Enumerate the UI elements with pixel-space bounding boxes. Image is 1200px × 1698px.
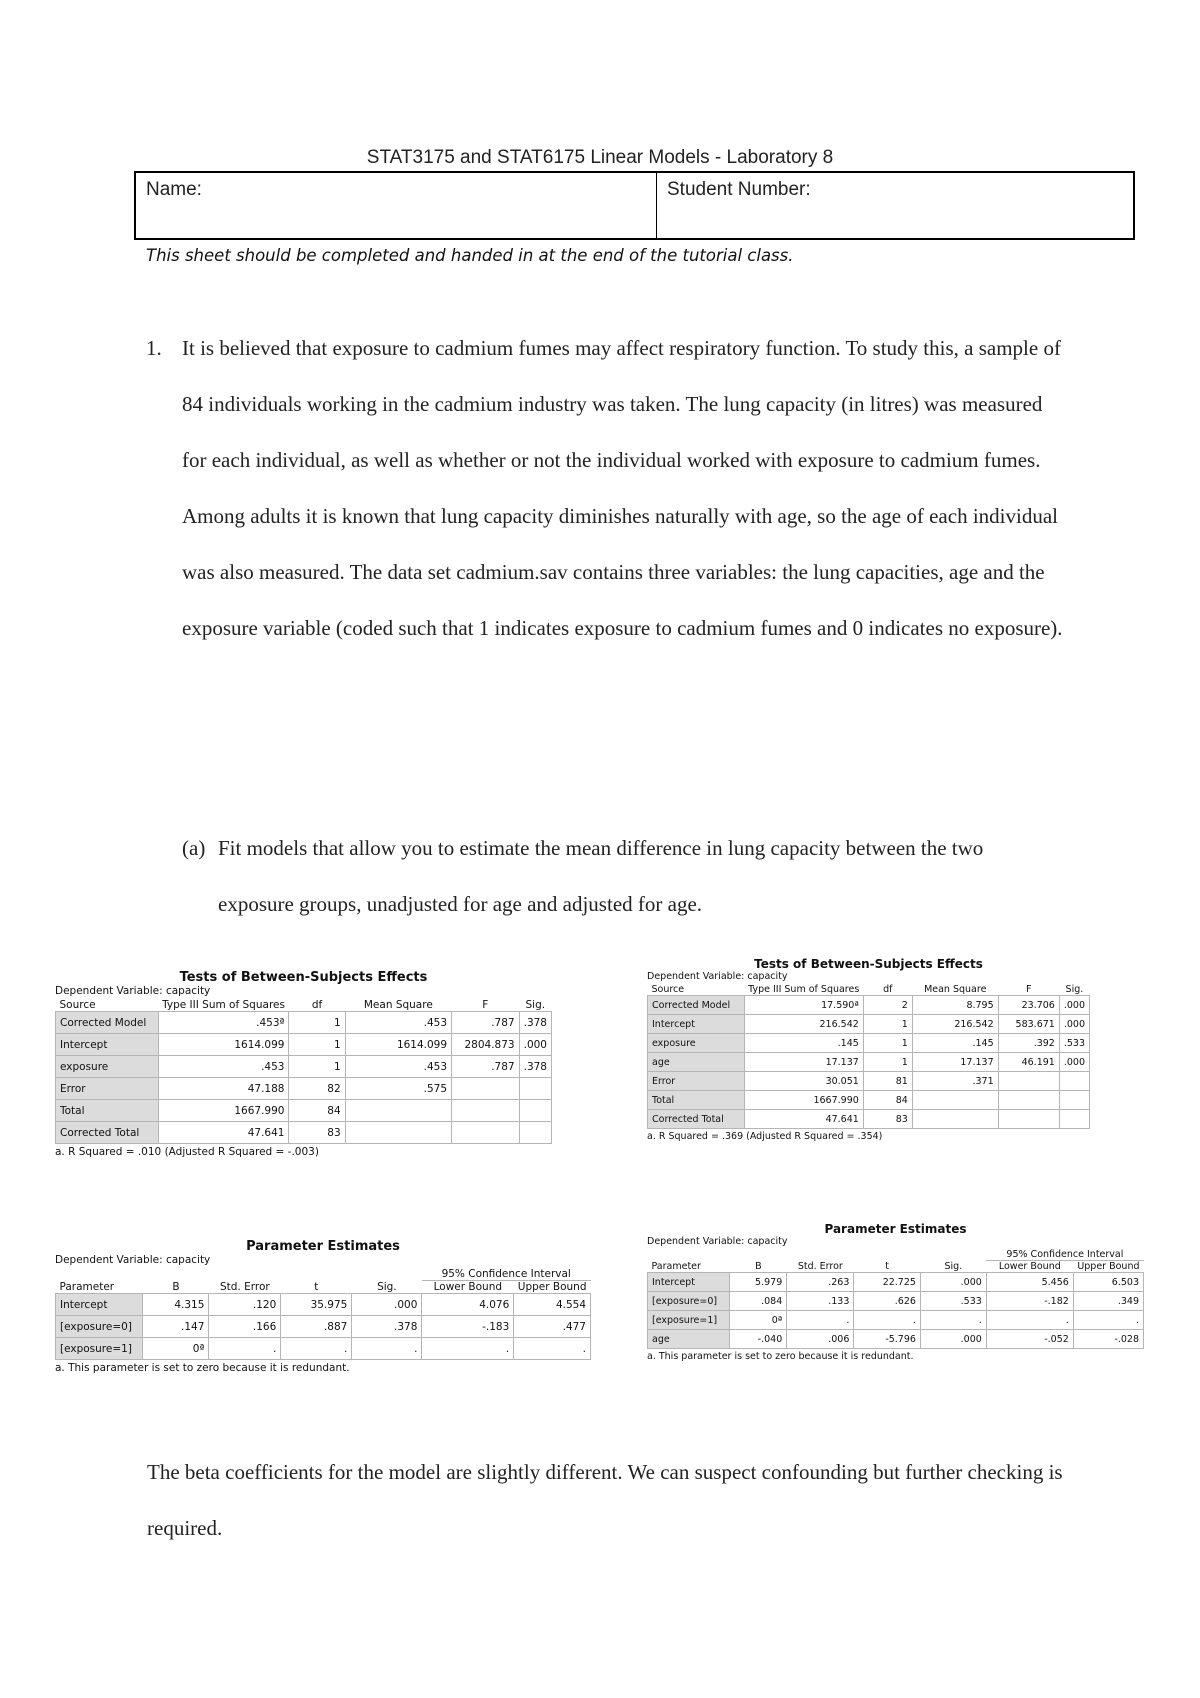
table-cell: .378 (352, 1316, 422, 1338)
table-cell: 8.795 (912, 996, 998, 1015)
table-cell: .453ª (158, 1012, 289, 1034)
column-header: Type III Sum of Squares (744, 984, 863, 996)
table-cell: .378 (519, 1012, 551, 1034)
column-header: Mean Square (912, 984, 998, 996)
table-row (648, 1091, 1090, 1110)
table-cell (519, 1100, 551, 1122)
table-cell: 0ª (143, 1338, 209, 1360)
table-row (648, 1330, 1144, 1349)
column-header: df (289, 999, 345, 1012)
column-header: B (143, 1281, 209, 1294)
part-a-text: Fit models that allow you to estimate the mean difference in lung capacity between the two exposure groups, unadjusted for age and adjusted for age. (218, 836, 984, 916)
table-cell: .575 (345, 1078, 451, 1100)
table-cell: 5.456 (986, 1273, 1073, 1292)
table-cell: . (854, 1311, 921, 1330)
conclusion-text: The beta coefficients for the model are slightly different. We can suspect confounding but further checking is required. (147, 1460, 1063, 1540)
table-cell (345, 1100, 451, 1122)
table-cell: 1614.099 (345, 1034, 451, 1056)
table-cell: .787 (452, 1056, 520, 1078)
table-cell: .000 (1059, 1015, 1089, 1034)
table-row (648, 1292, 1144, 1311)
row-label: Intercept (56, 1294, 143, 1316)
table-cell: 17.590ª (744, 996, 863, 1015)
table-cell (912, 1110, 998, 1129)
table-cell: 216.542 (912, 1015, 998, 1034)
table-cell: . (209, 1338, 281, 1360)
table-cell: . (787, 1311, 854, 1330)
table-cell: .000 (519, 1034, 551, 1056)
table-cell: .371 (912, 1072, 998, 1091)
table-cell (998, 1110, 1059, 1129)
table-cell: 6.503 (1073, 1273, 1143, 1292)
row-label: Corrected Model (56, 1012, 159, 1034)
table-cell: 216.542 (744, 1015, 863, 1034)
table-cell: 1 (863, 1034, 912, 1053)
table-cell: -.052 (986, 1330, 1073, 1349)
table-cell (998, 1091, 1059, 1110)
row-label: Intercept (56, 1034, 159, 1056)
table-cell: .000 (1059, 1053, 1089, 1072)
table-row (56, 1078, 552, 1100)
table-cell: . (986, 1311, 1073, 1330)
row-label: exposure (56, 1056, 159, 1078)
table-cell (345, 1122, 451, 1144)
table-cell: .000 (920, 1273, 986, 1292)
name-field[interactable]: Name: (136, 173, 657, 238)
column-header: Upper Bound (1073, 1261, 1143, 1273)
table-cell: 2 (863, 996, 912, 1015)
document-title: STAT3175 and STAT6175 Linear Models - Laboratory 8 (366, 147, 834, 168)
dependent-variable-label: Dependent Variable: capacity (647, 971, 788, 982)
table-footnote: a. This parameter is set to zero because it is redundant. (647, 1351, 914, 1362)
table-cell: 1667.990 (158, 1100, 289, 1122)
table-row (56, 1338, 591, 1360)
column-header: F (998, 984, 1059, 996)
table-cell: 46.191 (998, 1053, 1059, 1072)
table-row (648, 1053, 1090, 1072)
column-header: F (452, 999, 520, 1012)
parameter-grid (647, 1249, 1144, 1349)
row-label: [exposure=0] (648, 1292, 730, 1311)
table-cell: . (1073, 1311, 1143, 1330)
table-cell: .378 (519, 1056, 551, 1078)
column-header: Sig. (1059, 984, 1089, 996)
table-cell: 583.671 (998, 1015, 1059, 1034)
table-cell: .533 (1059, 1034, 1089, 1053)
table-row (648, 1311, 1144, 1330)
parameter-grid (55, 1268, 591, 1360)
question-1-part-a (182, 820, 1062, 932)
table-cell: 47.641 (158, 1122, 289, 1144)
row-label: Intercept (648, 1273, 730, 1292)
table-cell (998, 1072, 1059, 1091)
row-label: [exposure=1] (648, 1311, 730, 1330)
table-cell: .133 (787, 1292, 854, 1311)
column-header: t (854, 1261, 921, 1273)
table-cell: 30.051 (744, 1072, 863, 1091)
table-row (56, 1056, 552, 1078)
table-cell: .166 (209, 1316, 281, 1338)
table-cell: .626 (854, 1292, 921, 1311)
table-cell (912, 1091, 998, 1110)
column-header: Upper Bound (514, 1281, 591, 1294)
table-cell: . (422, 1338, 514, 1360)
table-cell: . (514, 1338, 591, 1360)
table-cell: .145 (744, 1034, 863, 1053)
column-header: Std. Error (209, 1281, 281, 1294)
table-footnote: a. R Squared = .010 (Adjusted R Squared = -.003) (55, 1146, 319, 1158)
table-row (648, 1015, 1090, 1034)
table-cell: 5.979 (730, 1273, 787, 1292)
table-cell: .000 (1059, 996, 1089, 1015)
table-cell: 1 (863, 1053, 912, 1072)
table-cell: . (920, 1311, 986, 1330)
anova-grid (55, 999, 552, 1144)
column-header: Source (648, 984, 745, 996)
column-header: Parameter (56, 1281, 143, 1294)
table-cell: -.040 (730, 1330, 787, 1349)
unadjusted-parameter-table (55, 1239, 591, 1374)
column-header: Sig. (519, 999, 551, 1012)
table-cell: 83 (863, 1110, 912, 1129)
table-cell: 1 (289, 1012, 345, 1034)
table-row (56, 1316, 591, 1338)
table-cell: .000 (920, 1330, 986, 1349)
table-row (56, 1294, 591, 1316)
table-cell: .349 (1073, 1292, 1143, 1311)
table-cell: .000 (352, 1294, 422, 1316)
table-cell: .147 (143, 1316, 209, 1338)
column-header: Parameter (648, 1261, 730, 1273)
table-cell: .533 (920, 1292, 986, 1311)
row-label: Intercept (648, 1015, 745, 1034)
table-cell: .453 (345, 1012, 451, 1034)
table-row (648, 1273, 1144, 1292)
dependent-variable-label: Dependent Variable: capacity (647, 1236, 788, 1247)
table-cell: .887 (281, 1316, 352, 1338)
column-header: Type III Sum of Squares (158, 999, 289, 1012)
student-info-box (134, 171, 1135, 240)
table-cell (452, 1122, 520, 1144)
student-number-field[interactable]: Student Number: (667, 179, 811, 200)
table-row (56, 1100, 552, 1122)
table-cell (1059, 1072, 1089, 1091)
table-cell: .145 (912, 1034, 998, 1053)
table-cell: .392 (998, 1034, 1059, 1053)
ci-header: 95% Confidence Interval (422, 1268, 591, 1281)
table-cell: 84 (289, 1100, 345, 1122)
table-row (648, 996, 1090, 1015)
row-label: Corrected Total (56, 1122, 159, 1144)
table-cell: 4.315 (143, 1294, 209, 1316)
column-header: B (730, 1261, 787, 1273)
table-cell: 23.706 (998, 996, 1059, 1015)
table-cell: -.183 (422, 1316, 514, 1338)
row-label: Error (648, 1072, 745, 1091)
table-cell: 35.975 (281, 1294, 352, 1316)
table-cell: .120 (209, 1294, 281, 1316)
ci-header: 95% Confidence Interval (986, 1249, 1143, 1261)
row-label: [exposure=0] (56, 1316, 143, 1338)
table-cell: -5.796 (854, 1330, 921, 1349)
anova-grid (647, 984, 1090, 1129)
table-cell: 22.725 (854, 1273, 921, 1292)
table-cell: 1667.990 (744, 1091, 863, 1110)
row-label: age (648, 1053, 745, 1072)
table-row (56, 1122, 552, 1144)
table-cell: 1 (863, 1015, 912, 1034)
row-label: age (648, 1330, 730, 1349)
row-label: [exposure=1] (56, 1338, 143, 1360)
table-cell (1059, 1110, 1089, 1129)
table-row (648, 1034, 1090, 1053)
table-cell: 0ª (730, 1311, 787, 1330)
table-title: Tests of Between-Subjects Effects (179, 970, 428, 985)
dependent-variable-label: Dependent Variable: capacity (55, 985, 211, 997)
table-cell: 4.076 (422, 1294, 514, 1316)
instruction-text: This sheet should be completed and handed in at the end of the tutorial class. (146, 246, 794, 265)
table-cell (452, 1100, 520, 1122)
question-1 (146, 320, 1066, 656)
column-header: df (863, 984, 912, 996)
table-cell: 84 (863, 1091, 912, 1110)
table-cell (519, 1122, 551, 1144)
table-cell: 47.188 (158, 1078, 289, 1100)
table-cell: .453 (345, 1056, 451, 1078)
table-cell: . (352, 1338, 422, 1360)
table-cell: .477 (514, 1316, 591, 1338)
column-header: Lower Bound (986, 1261, 1073, 1273)
dependent-variable-label: Dependent Variable: capacity (55, 1254, 211, 1266)
row-label: exposure (648, 1034, 745, 1053)
question-number: 1. (146, 336, 162, 360)
column-header: Sig. (352, 1281, 422, 1294)
part-a-label: (a) (182, 836, 206, 860)
table-row (648, 1110, 1090, 1129)
table-cell: 1 (289, 1034, 345, 1056)
table-cell: 47.641 (744, 1110, 863, 1129)
table-cell: -.182 (986, 1292, 1073, 1311)
adjusted-anova-table (647, 957, 1090, 1142)
row-label: Total (648, 1091, 745, 1110)
table-cell: 2804.873 (452, 1034, 520, 1056)
column-header: Mean Square (345, 999, 451, 1012)
table-cell: .787 (452, 1012, 520, 1034)
table-cell: 1 (289, 1056, 345, 1078)
table-cell: .006 (787, 1330, 854, 1349)
table-cell: . (281, 1338, 352, 1360)
column-header: t (281, 1281, 352, 1294)
table-row (648, 1072, 1090, 1091)
table-cell: .084 (730, 1292, 787, 1311)
table-cell: 82 (289, 1078, 345, 1100)
table-cell (519, 1078, 551, 1100)
table-title: Parameter Estimates (824, 1222, 967, 1236)
table-cell: 4.554 (514, 1294, 591, 1316)
table-footnote: a. This parameter is set to zero because it is redundant. (55, 1362, 350, 1374)
column-header: Sig. (920, 1261, 986, 1273)
table-cell: 17.137 (744, 1053, 863, 1072)
table-cell: -.028 (1073, 1330, 1143, 1349)
table-cell: .453 (158, 1056, 289, 1078)
table-row (56, 1012, 552, 1034)
question-text: It is believed that exposure to cadmium fumes may affect respiratory function. To study this, a sample of 84 individuals working in the cadmium industry was taken. The lung capacity (in litres) was measured for each individual, as well as whether or not the individual worked with exposure to cadmium fumes. Among adults it is known that lung capacity diminishes naturally with age, so the age of each individual was also measured. The data set cadmium.sav contains three variables: the lung capacities, age and the exposure variable (coded such that 1 indicates exposure to cadmium fumes and 0 indicates no exposure). (182, 336, 1063, 640)
row-label: Corrected Model (648, 996, 745, 1015)
table-cell: 81 (863, 1072, 912, 1091)
table-cell: 83 (289, 1122, 345, 1144)
unadjusted-anova-table (55, 970, 552, 1158)
table-row (56, 1034, 552, 1056)
column-header: Source (56, 999, 159, 1012)
row-label: Error (56, 1078, 159, 1100)
table-footnote: a. R Squared = .369 (Adjusted R Squared = .354) (647, 1131, 883, 1142)
adjusted-parameter-table (647, 1222, 1144, 1362)
table-title: Tests of Between-Subjects Effects (754, 957, 983, 971)
table-cell: 1614.099 (158, 1034, 289, 1056)
row-label: Total (56, 1100, 159, 1122)
table-cell: 17.137 (912, 1053, 998, 1072)
table-cell (1059, 1091, 1089, 1110)
column-header: Lower Bound (422, 1281, 514, 1294)
row-label: Corrected Total (648, 1110, 745, 1129)
table-cell (452, 1078, 520, 1100)
table-title: Parameter Estimates (246, 1239, 400, 1254)
column-header: Std. Error (787, 1261, 854, 1273)
table-cell: .263 (787, 1273, 854, 1292)
